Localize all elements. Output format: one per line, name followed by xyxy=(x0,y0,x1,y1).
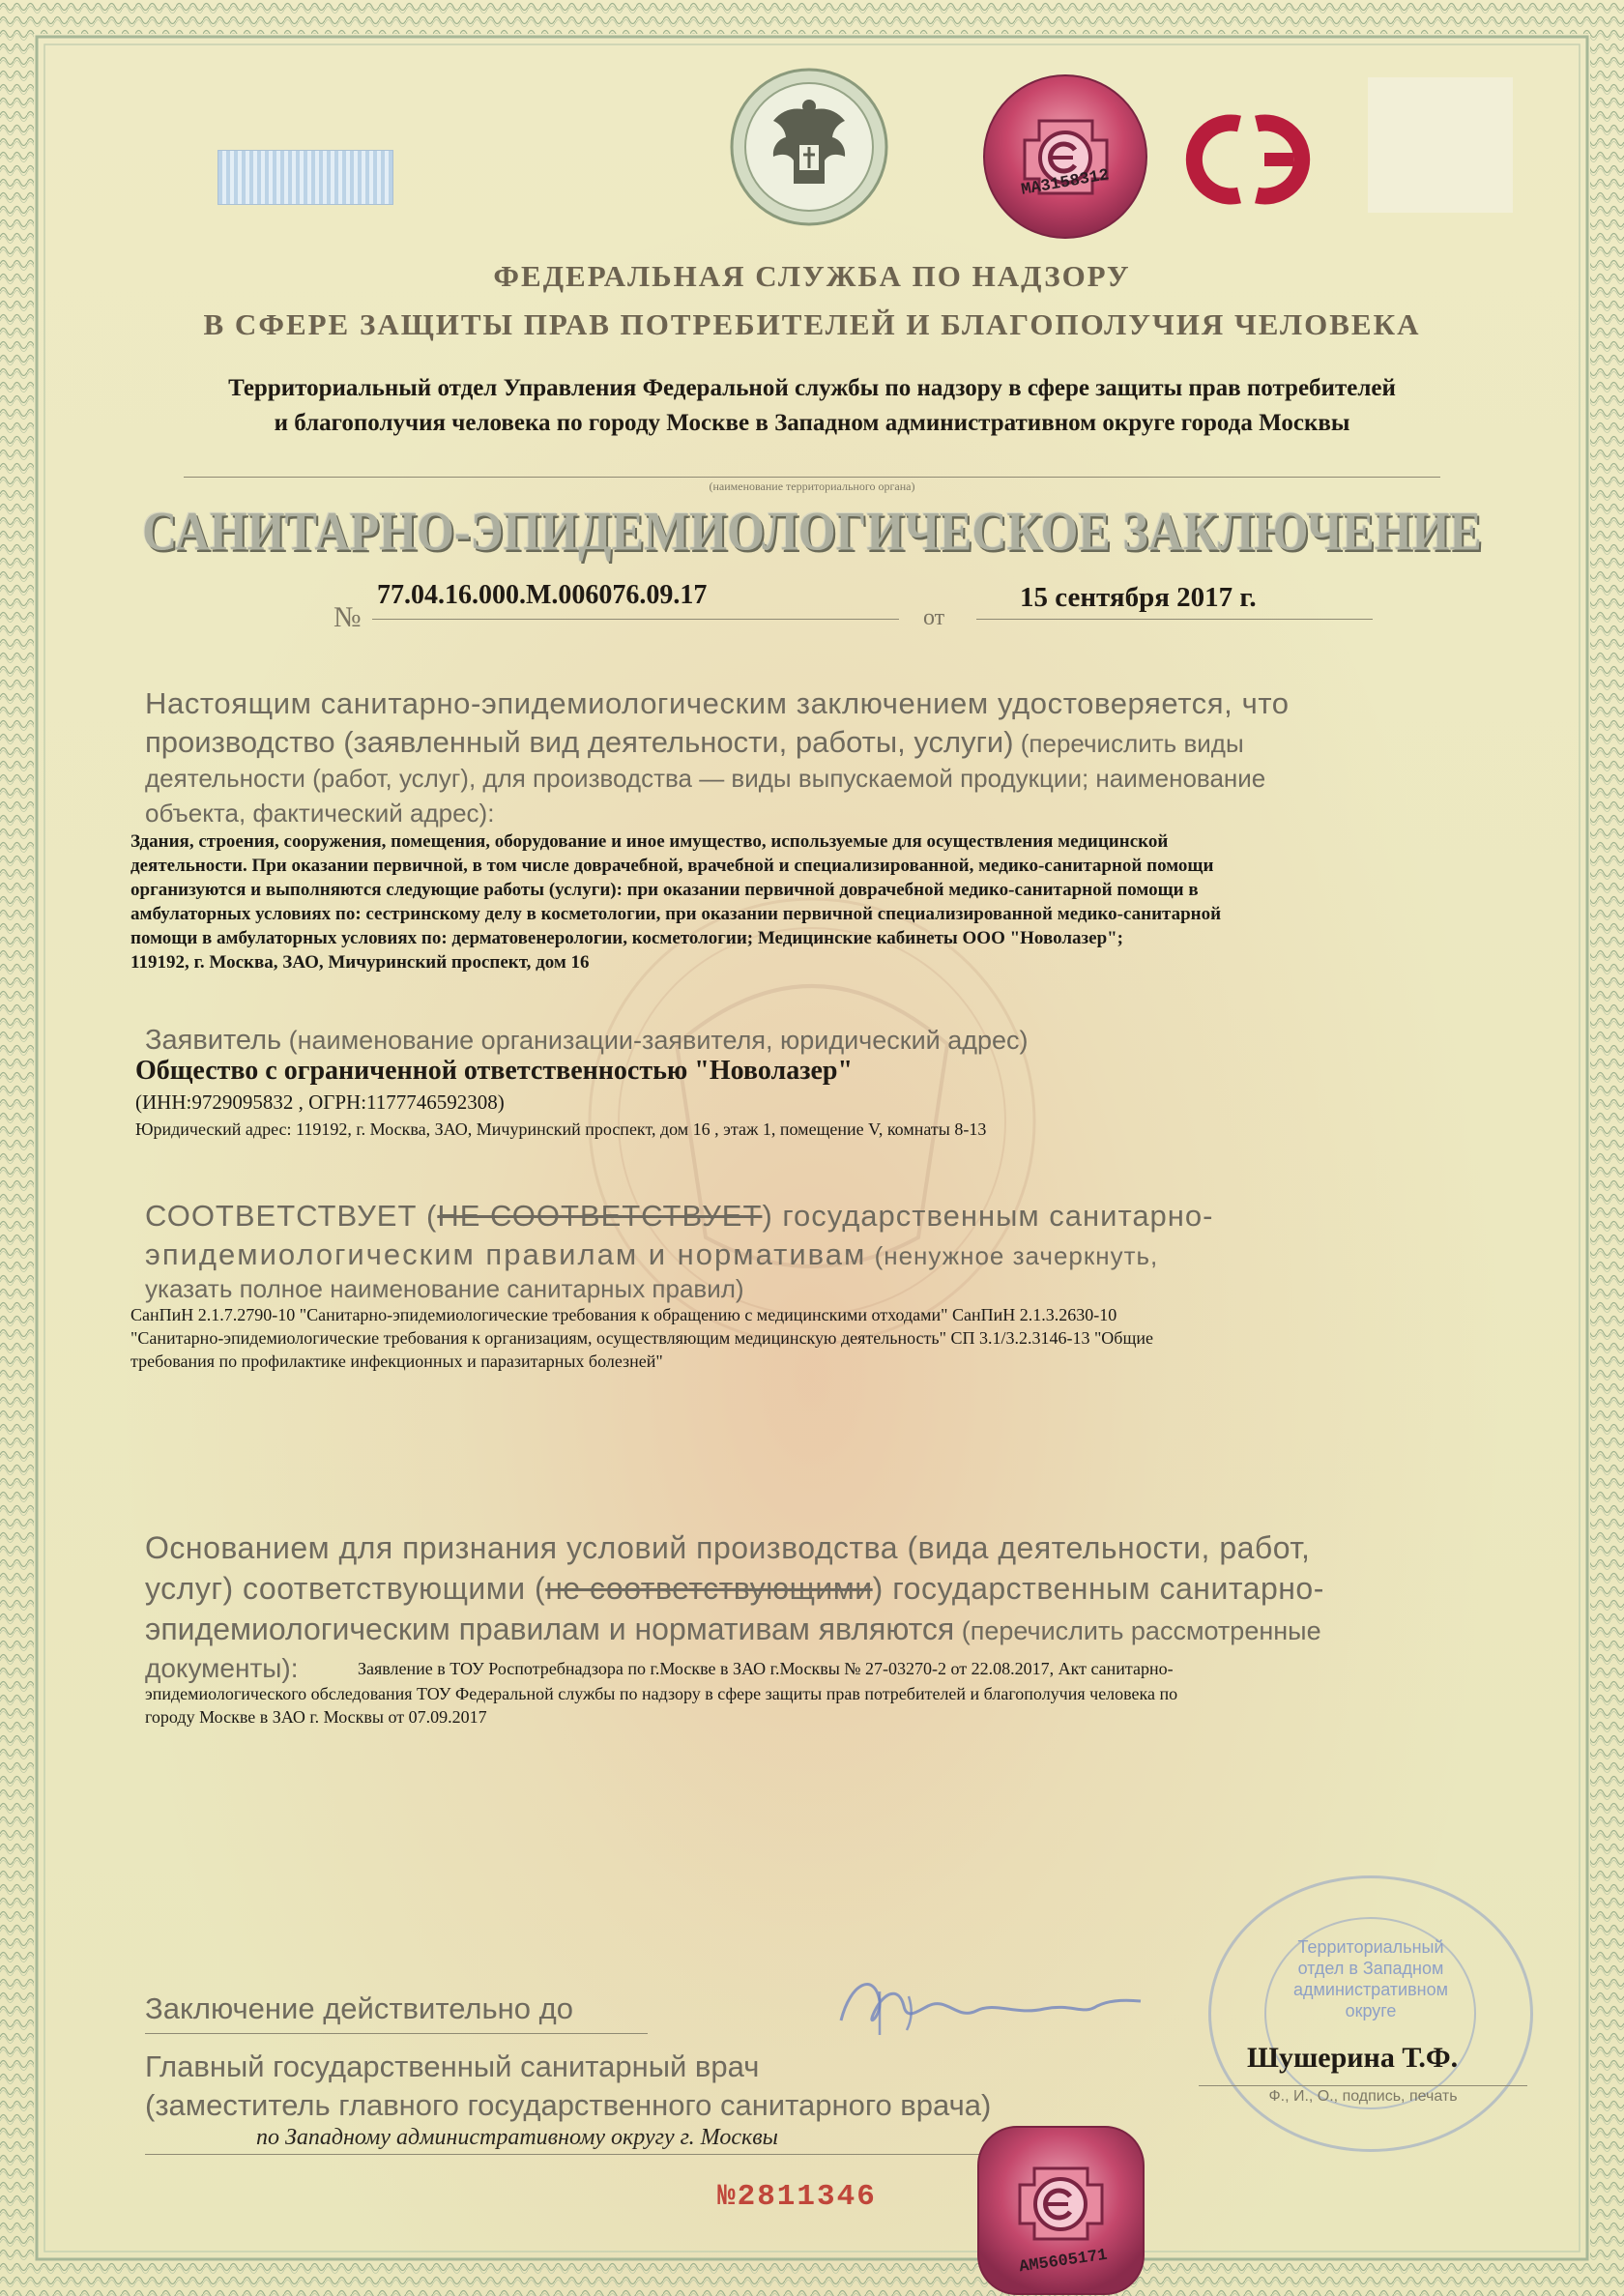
activity-intro-line-2 xyxy=(145,725,1244,760)
district-underline xyxy=(145,2154,1112,2155)
agency-line-1: ФЕДЕРАЛЬНАЯ СЛУЖБА ПО НАДЗОРУ xyxy=(493,259,1131,293)
stamp-line: отдел в Западном xyxy=(1297,1959,1444,1978)
top-right-blank-area xyxy=(1368,77,1513,213)
district-line: по Западному административному округу г. Москвы xyxy=(256,2125,778,2150)
serial-number: №2811346 xyxy=(717,2180,877,2214)
compliance-line-2-b: (ненужное зачеркнуть, xyxy=(866,1241,1159,1270)
hologram-code-top: МА3158312 xyxy=(1020,166,1111,200)
applicant-ids: (ИНН:9729095832 , ОГРН:1177746592308) xyxy=(135,1090,505,1114)
chief-line-1: Главный государственный санитарный врач xyxy=(145,2049,760,2083)
office-line-2: и благополучия человека по городу Москве в Западном административном округе города Москвы xyxy=(274,410,1350,436)
certificate-date: 15 сентября 2017 г. xyxy=(1020,582,1257,613)
from-label: от xyxy=(923,605,945,630)
basis-line-2-a: услуг) соответствующими ( xyxy=(145,1571,546,1606)
compliance-line-2-a: эпидемиологическим правилам и нормативам xyxy=(145,1237,867,1271)
stamp-line: Территориальный xyxy=(1297,1937,1444,1957)
applicant-name: Общество с ограниченной ответственностью "Новолазер" xyxy=(135,1056,853,1086)
round-stamp xyxy=(1208,1875,1533,2152)
hologram-badge-bottom xyxy=(976,2125,1146,2296)
compliance-line-1 xyxy=(145,1199,1213,1234)
compliance-open-paren: ( xyxy=(417,1199,438,1233)
basis-line-4-label: документы): xyxy=(145,1653,299,1683)
stamp-text xyxy=(1269,1936,1472,2021)
number-prefix: № xyxy=(334,601,362,633)
double-headed-eagle-icon xyxy=(730,68,889,227)
basis-line-3 xyxy=(145,1612,1321,1647)
agency-line-2: В СФЕРЕ ЗАЩИТЫ ПРАВ ПОТРЕБИТЕЛЕЙ И БЛАГОПОЛУЧИЯ ЧЕЛОВЕКА xyxy=(203,307,1421,341)
signer-underline xyxy=(1199,2085,1527,2086)
hologram-code-bottom: АМ5605171 xyxy=(1018,2246,1109,2278)
activity-body-line: амбулаторных условиях по: сестринскому делу в косметологии, при оказании первичной специализированной медико-санитарной xyxy=(130,904,1222,924)
activity-intro-line-1: Настоящим санитарно-эпидемиологическим заключением удостоверяется, что xyxy=(145,686,1290,720)
compliance-struck: НЕ СООТВЕТСТВУЕТ xyxy=(437,1199,763,1233)
activity-intro-line-3: деятельности (работ, услуг), для производства — виды выпускаемой продукции; наименование xyxy=(145,764,1266,793)
basis-line-2-struck: не соответствующими xyxy=(545,1571,873,1606)
compliance-line-3: указать полное наименование санитарных правил) xyxy=(145,1274,744,1303)
emblem xyxy=(730,68,889,227)
compliance-after-struck: ) государственным санитарно- xyxy=(762,1199,1214,1233)
office-caption: (наименование территориального органа) xyxy=(709,480,915,493)
number-underline xyxy=(372,619,899,620)
basis-line-2-b: ) государственным санитарно- xyxy=(872,1571,1324,1606)
activity-body-line: 119192, г. Москва, ЗАО, Мичуринский проспект, дом 16 xyxy=(130,952,590,973)
activity-body xyxy=(130,829,1542,974)
hologram-strip-top-left xyxy=(218,150,393,205)
applicant-label xyxy=(145,1025,1029,1057)
activity-body-line: помощи в амбулаторных условиях по: дерматовенерологии, косметологии; Медицинские кабинеты ООО "Новолазер"; xyxy=(130,928,1124,948)
activity-body-line: деятельности. При оказании первичной, в том числе доврачебной, врачебной и специализированной, медико-санитарной помощи xyxy=(130,856,1214,876)
office-underline xyxy=(184,477,1440,478)
basis-line-5: эпидемиологического обследования ТОУ Федеральной службы по надзору в сфере защиты прав потребителей и благополучия человека по xyxy=(145,1684,1178,1703)
compliance-rules xyxy=(130,1303,1542,1373)
basis-line-2 xyxy=(145,1571,1324,1607)
compliance-rule-line: "Санитарно-эпидемиологические требования к организациям, осуществляющим медицинскую деятельность" СП 3.1/3.2.3146-13 "Общие xyxy=(130,1328,1153,1348)
stamp-line: округе xyxy=(1345,2001,1397,2020)
applicant-label-b: (наименование организации-заявителя, юридический адрес) xyxy=(281,1026,1029,1055)
activity-body-line: Здания, строения, сооружения, помещения, оборудование и иное имущество, используемые для осуществления медицинской xyxy=(130,831,1169,852)
basis-line-4-text: Заявление в ТОУ Роспотребнадзора по г.Москве в ЗАО г.Москвы № 27-03270-2 от 22.08.2017, Акт санитарно- xyxy=(358,1659,1174,1678)
certificate-number: 77.04.16.000.М.006076.09.17 xyxy=(377,580,708,610)
activity-body-line: организуются и выполняются следующие работы (услуги): при оказании первичной доврачебной медико-санитарной помощи в xyxy=(130,880,1199,900)
valid-until-underline xyxy=(145,2033,648,2034)
stamp-line: административном xyxy=(1293,1980,1448,1999)
se-logo-icon xyxy=(1179,106,1334,213)
signature xyxy=(822,1962,1150,2049)
chief-line-2: (заместитель главного государственного санитарного врача) xyxy=(145,2088,992,2122)
signer-name: Шушерина Т.Ф. xyxy=(1247,2042,1459,2074)
compliance-rule-line: СанПиН 2.1.7.2790-10 "Санитарно-эпидемиологические требования к обращению с медицинскими отходами" СанПиН 2.1.3.2630-10 xyxy=(130,1305,1117,1324)
office-line-1: Территориальный отдел Управления Федеральной службы по надзору в сфере защиты прав потребителей xyxy=(228,375,1396,401)
valid-until-label: Заключение действительно до xyxy=(145,1991,573,2025)
activity-intro-line-4: объекта, фактический адрес): xyxy=(145,799,495,828)
compliance-line-2 xyxy=(145,1237,1158,1272)
basis-line-6: городу Москве в ЗАО г. Москвы от 07.09.2017 xyxy=(145,1707,487,1727)
date-underline xyxy=(976,619,1373,620)
applicant-label-a: Заявитель xyxy=(145,1025,282,1056)
basis-line-1: Основанием для признания условий производства (вида деятельности, работ, xyxy=(145,1530,1311,1565)
hologram-badge-top xyxy=(981,73,1150,242)
compliance-word: СООТВЕТСТВУЕТ xyxy=(145,1199,418,1233)
compliance-rule-line: требования по профилактике инфекционных и паразитарных болезней" xyxy=(130,1351,663,1371)
activity-intro-line-2-a: производство (заявленный вид деятельности, работы, услуги) xyxy=(145,725,1014,759)
signer-caption: Ф., И., О., подпись, печать xyxy=(1268,2088,1458,2105)
hologram-seal-icon xyxy=(981,73,1150,242)
basis-line-3-b: (перечислить рассмотренные xyxy=(954,1616,1321,1645)
applicant-address: Юридический адрес: 119192, г. Москва, ЗАО, Мичуринский проспект, дом 16 , этаж 1, помещение V, комнаты 8-13 xyxy=(135,1119,987,1139)
se-logo xyxy=(1179,106,1334,213)
basis-line-3-a: эпидемиологическим правилам и нормативам являются xyxy=(145,1612,955,1646)
document-title: САНИТАРНО-ЭПИДЕМИОЛОГИЧЕСКОЕ ЗАКЛЮЧЕНИЕ xyxy=(142,499,1482,563)
activity-intro-line-2-b: (перечислить виды xyxy=(1013,729,1244,758)
